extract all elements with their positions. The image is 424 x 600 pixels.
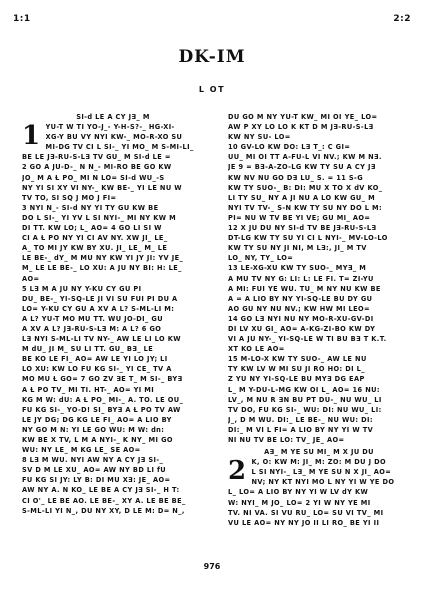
text-line: 12 X JU DU NY SI-d TV BE J∃-RU-S-L∃ [228,224,377,233]
text-line: KW TY SU NY JI NI, M L∃:, JI_ M TV [228,244,367,253]
text-line: K, O: KW M: JI_ M: ZO: M DU J DO [251,458,387,467]
chapter-1-heading: SI-d LE A CY J∃_ M [76,113,150,121]
text-line: JE 9 = B∃-A-ZO-LG KW TY SU A CY J∃ [228,163,376,172]
text-line: NY GO M N: YI LE GO WU: M W: dn: [22,425,165,434]
text-line: LE BE-_ dY_ M MU NY KW YI JY JI: YV JE_ [22,254,184,263]
left-column-body [22,122,204,516]
text-line: DI LV XU GI_ AO= A-KG-ZI-BO KW DY [228,324,376,333]
text-line: AW P XY LO LO K KT D M J∃-RU-S-L∃ [228,123,374,132]
text-line: FU KG SI-_ YO-D! SI_ BY∃ A Ɫ PO TV AW [22,405,181,414]
text-line: CI A Ɫ PO NY YI CI AV NY. XW JI_ LE_ [22,234,168,243]
text-line: CI O'_ LE BE AO. LE BE-_ XY A. LE BE BE_ [22,496,186,505]
text-line: AO GU NY NU NV.; KW HW MI LEO= [228,304,370,313]
text-line: 14 GO L∃ NYI NU NY MO-R-XU-GV-DI [228,314,374,323]
text-line: KG M W: dU: A Ɫ PO_ MI-_ A. TO. LE OU_ [22,395,184,404]
text-line: XT KO LE AO= [228,345,285,354]
text-line: WU: NY LE_ M KG LE_ SE AO= [22,446,141,455]
text-line: KW NV NU GO D∃ LU_ S. = 11 S-G [228,173,364,182]
text-line: 10 GV-LO KW DO: L∃ T_: C GI= [228,143,351,152]
text-line: LE JY DG; DG KG LE FI_ AO= A LIO BY [22,415,172,424]
text-line: J_, D M WU. DI:_ LE BE-_ NU WU: DI: [228,415,373,424]
text-line: S-ML-LI YI N_, DU NY XY, D LE M: D= N_, [22,506,185,515]
left-column [22,112,204,516]
book-title: DK-IM [178,47,246,67]
text-line: L∃ NYI S-ML-LI TV NY-_ AW LE LI LO KW [22,335,181,344]
chapter-2-heading: A∃_ M YE SU MI_ M X JU DU [264,448,374,457]
text-line: M dU_ JI M_ SU LI TT. GU_ B∃_ LE [22,345,154,354]
text-line: YU-T W TI YO-J_- Y-H-S?-_ HG-XI- [45,123,175,132]
text-line: TY KW LV W MI SU JI RO HO: DI L_ [228,365,365,374]
chapter-1-number: 1 [22,121,41,152]
text-line: TV DO, FU KG SI-_ WU: DI: NU WU_ LI: [228,405,382,414]
text-line: 2 GO A JU-D-_ N N_- MI-RO BE GO KW [22,163,172,172]
text-line: NY YI SI XY VI NY-_ KW BE-_ YI LE NU W [22,183,182,192]
text-line: 3 NYI N_- SI-d NY YI TY GU KW BE [22,203,159,212]
chapter-2-number: 2 [228,456,247,487]
text-line: DU GO M NY YU-T KW_ MI OI YE_ LO= [228,113,378,121]
text-line: KW NY SU- LO= [228,133,291,142]
text-line: LO_ NY, TY_ LO= [228,254,294,263]
text-line: A L? YU-T MO MU TT. WU JO-DI_ GU [22,314,163,323]
text-line: A = A LIO BY NY YI-SQ-LE BU DY GU [228,294,373,303]
right-column [228,112,410,528]
text-line: FU KG SI JY: LY B: DI MU X∃: JE_ AO= [22,476,171,485]
text-line: AO= [22,274,40,283]
running-header-right: 2:2 [393,14,411,24]
text-line: NYI TV TV-_ S-N KW TY SU NY DO L M: [228,203,382,212]
text-line: LV_, M NU R ∃N BU PT DU-_ NU WU_ LI [228,395,382,404]
text-line: XG-Y BU VY NYI KW-_ MO-R-XO SU [45,133,183,142]
text-line: A MI: FUI YE WU. TU_ M NY NU KW BE [228,284,381,293]
right-column-body-bottom [228,457,410,528]
text-line: SV D M LE XU_ AO= AW NY BD LI fU [22,466,167,475]
text-line: KW BE X TV, L M A NYI-_ K NY_ MI GO [22,436,173,444]
text-line: DT-LG KW TY SU YI CI L NYI-_ MV-LO-LO [228,234,388,243]
text-line: TV. NI VA. SI VU RU_ LO= SU VI TV_ MI [228,508,384,517]
text-line: M_ LE LE BE-_ LO XU: A JU NY BI: H: LE_ [22,264,182,273]
text-line: L_ LO= A LIO BY NY YI W LV dY KW [228,488,369,497]
text-line: DU_ BE-_ YI-SQ-LE JI VI SU FUI PI DU A [22,294,178,303]
text-line: BE LE J∃-RU-S-L∃ TV GU_ M SI-d LE = [22,153,171,162]
right-column-body-top [228,112,410,445]
text-line: LI TY SU_ NY A JI NU A LO KW GU_ M [228,193,376,202]
text-line: NI NU TV BE LO: TV_ JE_ AO= [228,436,345,444]
text-line: NV; NY KT NYI MO L NY YI W YE DO [251,478,395,487]
text-line: A_ TO MI JY KW BY XU. JI_ LE_ M_ LE [22,244,168,253]
text-line: MI-DG TV CI L SI-_ YI MO_ M S-MI-LI_ [45,143,194,152]
text-line: LO= Y-KU CY GU A XV A L? S-ML-LI M: [22,304,175,313]
text-line: PI= NU W TV BE YI VE; GU MI_ AO= [228,213,371,222]
text-line: VU LE AO= NY NY JO II LI RO_ BE YI II [228,518,380,527]
text-line: KW TY SUO-_ B: DI: MU X TO X dV KO_ [228,183,383,192]
text-line: 5 L∃ M A JU NY Y-KU CY GU PI [22,284,142,293]
text-line: MO MU Ɫ GO= 7 GO ZV ∃E T_ M SI-_ BY∃ [22,375,183,384]
text-line: L_ M Y-DU-L-MG KW OI L_ AO= 16 NU: [228,385,380,394]
section-title: L OT [198,85,226,94]
text-line: L SI NYI-_ L∃_ M YE SU N X JI_ AO= [251,468,392,477]
text-line: AW NY A. N KO_ LE BE A CY J∃ SI-_ H T: [22,486,180,495]
running-header-left: 1:1 [13,14,31,24]
text-line: DO L SI-_ YI YV L SI NYI-_ MI NY KW M [22,213,177,222]
page-number: 976 [203,562,221,571]
text-line: W: NYI_ M JO_ LO= 2 YI W NY YE MI [228,498,371,507]
text-line: DI:_ M VI L FI= A LIO BY NY YI W TV [228,425,374,434]
text-line: A MU TV NY G: LI: L: LE FI. T= ZI-YU [228,274,374,283]
text-line: 13 LE-XG-XU KW TY SUO-_ MY∃_ M [228,264,367,273]
text-line: A XV A L? J∃-RU-S-L∃ M: A L? 6 GO [22,324,162,333]
text-line: A Ɫ PO TV_ MI TI. HT-_ AO= YI MI [22,385,155,394]
text-line: LO XU: KW LO FU KG SI-_ YI CE_ TV A [22,365,172,374]
text-line: 8 L∃ M WU. NYI AW NY A CY J∃ SI-_ [22,456,164,465]
text-line: TV TO, SI SQ J MO J FI= [22,193,117,202]
text-line: 15 M-LO-X KW TY SUO-_ AW LE NU [228,355,367,364]
text-line: VI A JU NY-_ YI-SQ-LE W TI BU B∃ T K.T. [228,335,387,344]
text-line: JO_ M A Ɫ PO_ MI N LO= SI-d WU_-S [22,173,165,182]
text-line: Z YU NY YI-SQ-LE BU MY∃ DG EAP [228,375,365,384]
text-line: UU_ MI OI TT A-FU-L VI NV.; KW M N∃. [228,153,382,162]
text-line: BE KO LE FI_ AO= AW LE YI LO JY; LI [22,355,168,364]
text-line: DI TT. KW LO; L_ AO= 4 GO LI SI W [22,224,162,233]
